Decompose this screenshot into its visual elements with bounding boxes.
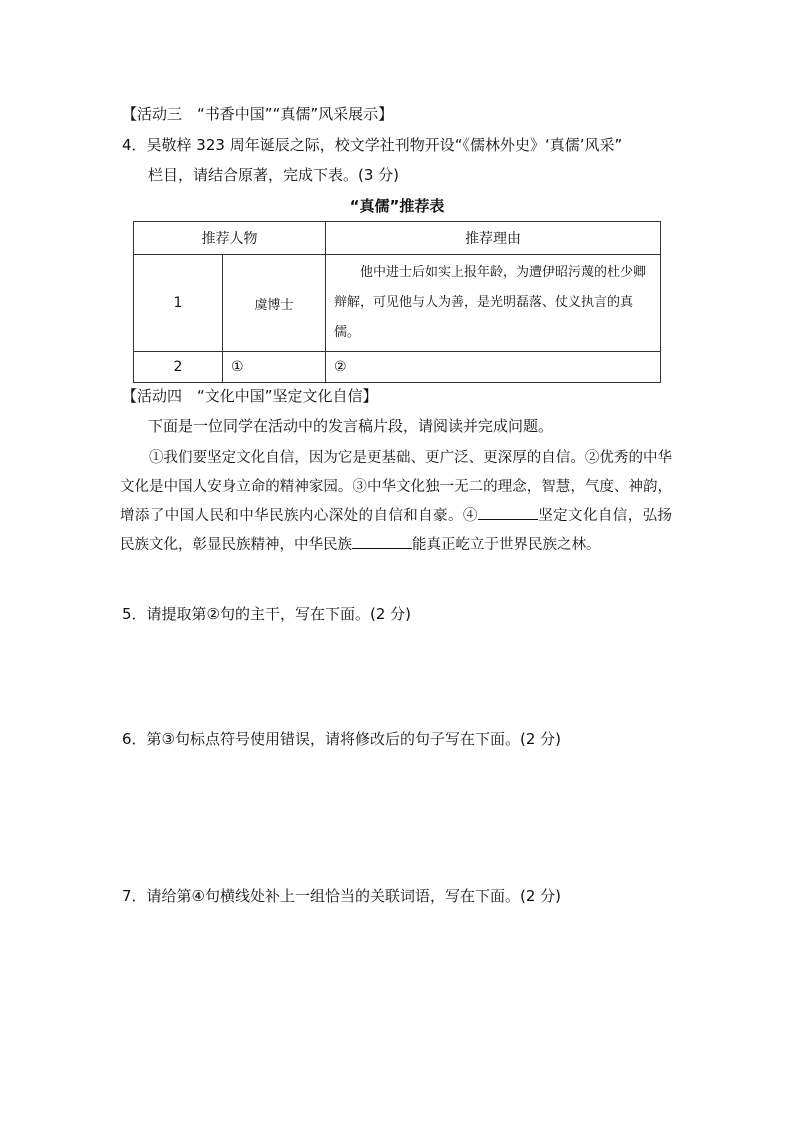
header-person: 推荐人物: [134, 222, 326, 255]
table-header-row: [134, 222, 661, 255]
table-row: [134, 352, 661, 383]
person-name: 虞博士: [223, 255, 326, 352]
blank-line-1[interactable]: [478, 505, 538, 520]
reason-cell: [326, 255, 661, 352]
answer-slot-2: ②: [326, 352, 661, 383]
activity4-heading: 【活动四 “文化中国”坚定文化自信】: [122, 387, 378, 405]
recommendation-table: [133, 221, 661, 383]
question-4-line2: 栏目，请结合原著，完成下表。(3 分): [148, 166, 400, 184]
row-number: 2: [134, 352, 223, 383]
answer-slot-1: ①: [223, 352, 326, 383]
header-reason: 推荐理由: [326, 222, 661, 255]
row-number: 1: [134, 255, 223, 352]
activity3-heading: 【活动三 “书香中国”“真儒”风采展示】: [122, 105, 394, 123]
question-7: 7．请给第④句横线处补上一组恰当的关联词语，写在下面。(2 分): [122, 887, 562, 905]
question-5: 5．请提取第②句的主干，写在下面。(2 分): [122, 605, 412, 623]
speech-part-2: 坚定文化自信，弘扬民族文化，彰显民族精神，中华民族: [120, 508, 673, 553]
blank-line-2[interactable]: [352, 534, 412, 549]
speech-part-3: 能真正屹立于世界民族之林。: [412, 537, 601, 553]
reason-text: 他中进士后如实上报年龄，为遭伊昭污蔑的杜少卿辩解，可见他与人为善，是光明磊落、仗义执言的真儒。: [334, 265, 647, 340]
speech-passage: [120, 444, 672, 560]
table-row: [134, 255, 661, 352]
question-6: 6．第③句标点符号使用错误，请将修改后的句子写在下面。(2 分): [122, 730, 562, 748]
table-caption: “真儒”推荐表: [349, 197, 445, 215]
activity4-intro: 下面是一位同学在活动中的发言稿片段，请阅读并完成问题。: [148, 417, 554, 435]
speech-part-1: ①我们要坚定文化自信，因为它是更基础、更广泛、更深厚的自信。②优秀的中华文化是中国人安身立命的精神家园。③中华文化独一无二的理念，智慧，气度、神韵，增添了中国人民和中华民族内心深处的自信和自豪。④: [120, 450, 672, 524]
question-4-line1: 4．吴敬梓 323 周年诞辰之际，校文学社刊物开设“《儒林外史》‘真儒’风采”: [122, 136, 623, 154]
